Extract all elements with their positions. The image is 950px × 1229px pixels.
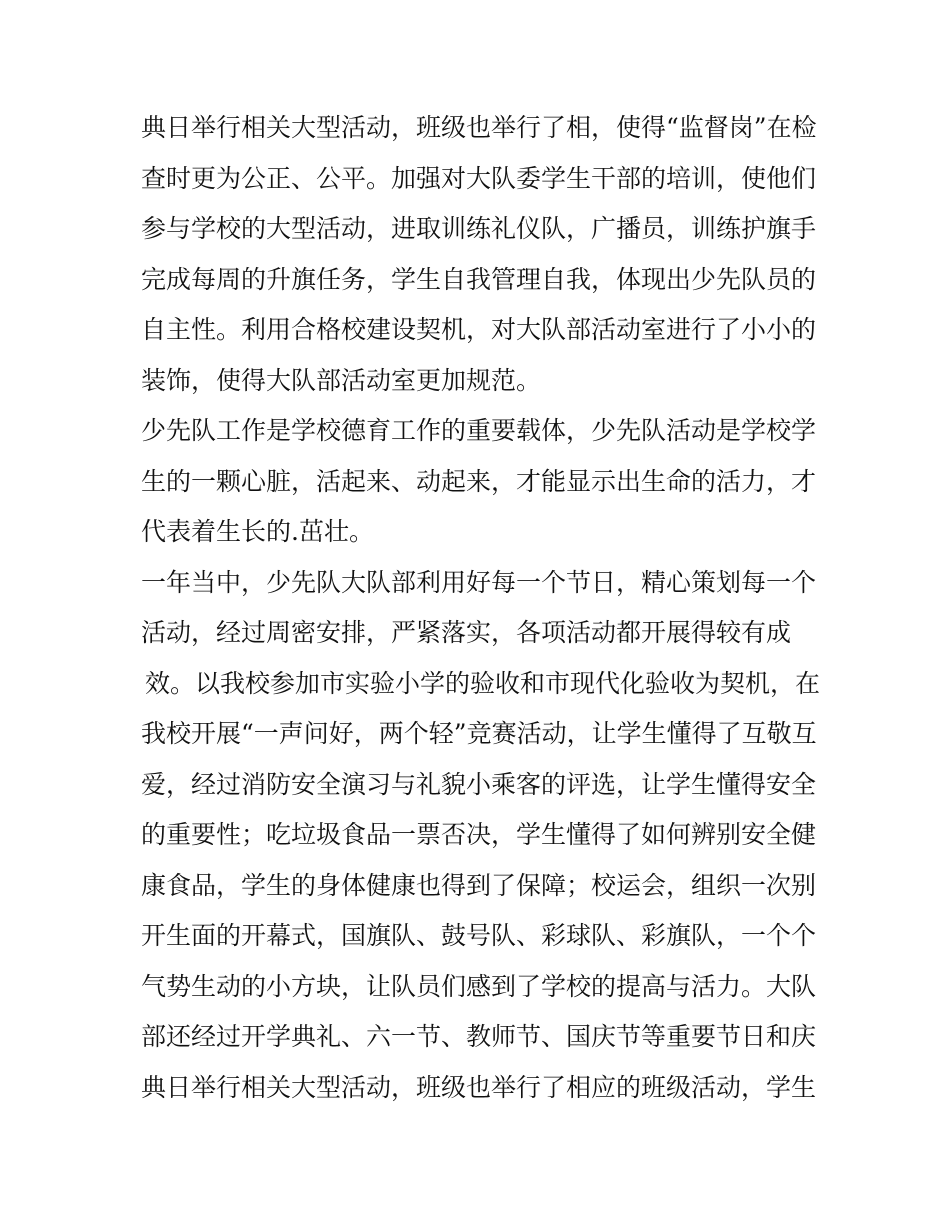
- text-line: 爱，经过消防安全演习与礼貌小乘客的评选，让学生懂得安全: [141, 769, 817, 799]
- text-line: 完成每周的升旗任务，学生自我管理自我，体现出少先队员的: [141, 264, 817, 294]
- text-line: 活动，经过周密安排，严紧落实，各项活动都开展得较有成: [141, 618, 792, 647]
- text-line: 气势生动的小方块，让队员们感到了学校的提高与活力。大队: [141, 971, 817, 1001]
- text-line: 自主性。利用合格校建设契机，对大队部活动室进行了小小的: [141, 315, 817, 344]
- text-line: 少先队工作是学校德育工作的重要载体，少先队活动是学校学: [141, 416, 817, 445]
- text-line: 查时更为公正、公平。加强对大队委学生干部的培训，使他们: [141, 163, 817, 193]
- text-line: 生的一颗心脏，活起来、动起来，才能显示出生命的活力，才: [141, 466, 817, 496]
- text-line: 参与学校的大型活动，进取训练礼仪队，广播员，训练护旗手: [141, 214, 817, 243]
- text-line: 部还经过开学典礼、六一节、教师节、国庆节等重要节日和庆: [141, 1022, 817, 1051]
- text-line: 典日举行相关大型活动，班级也举行了相，使得“监督岗”在检: [141, 113, 817, 142]
- text-line: 装饰，使得大队部活动室更加规范。: [141, 365, 542, 395]
- text-line: 典日举行相关大型活动，班级也举行了相应的班级活动，学生: [141, 1072, 817, 1102]
- text-line: 效。以我校参加市实验小学的验收和市现代化验收为契机，在: [145, 668, 821, 698]
- document-body: [141, 103, 821, 1113]
- text-line: 代表着生长的.茁壮。: [141, 517, 374, 546]
- text-line: 我校开展“一声问好，两个轻”竞赛活动，让学生懂得了互敬互: [141, 719, 817, 748]
- text-line: 康食品，学生的身体健康也得到了保障；校运会，组织一次别: [141, 870, 817, 900]
- text-line: 的重要性；吃垃圾食品一票否决，学生懂得了如何辨别安全健: [141, 820, 817, 849]
- text-line: 一年当中，少先队大队部利用好每一个节日，精心策划每一个: [141, 567, 817, 597]
- text-line: 开生面的开幕式，国旗队、鼓号队、彩球队、彩旗队，一个个: [141, 921, 817, 950]
